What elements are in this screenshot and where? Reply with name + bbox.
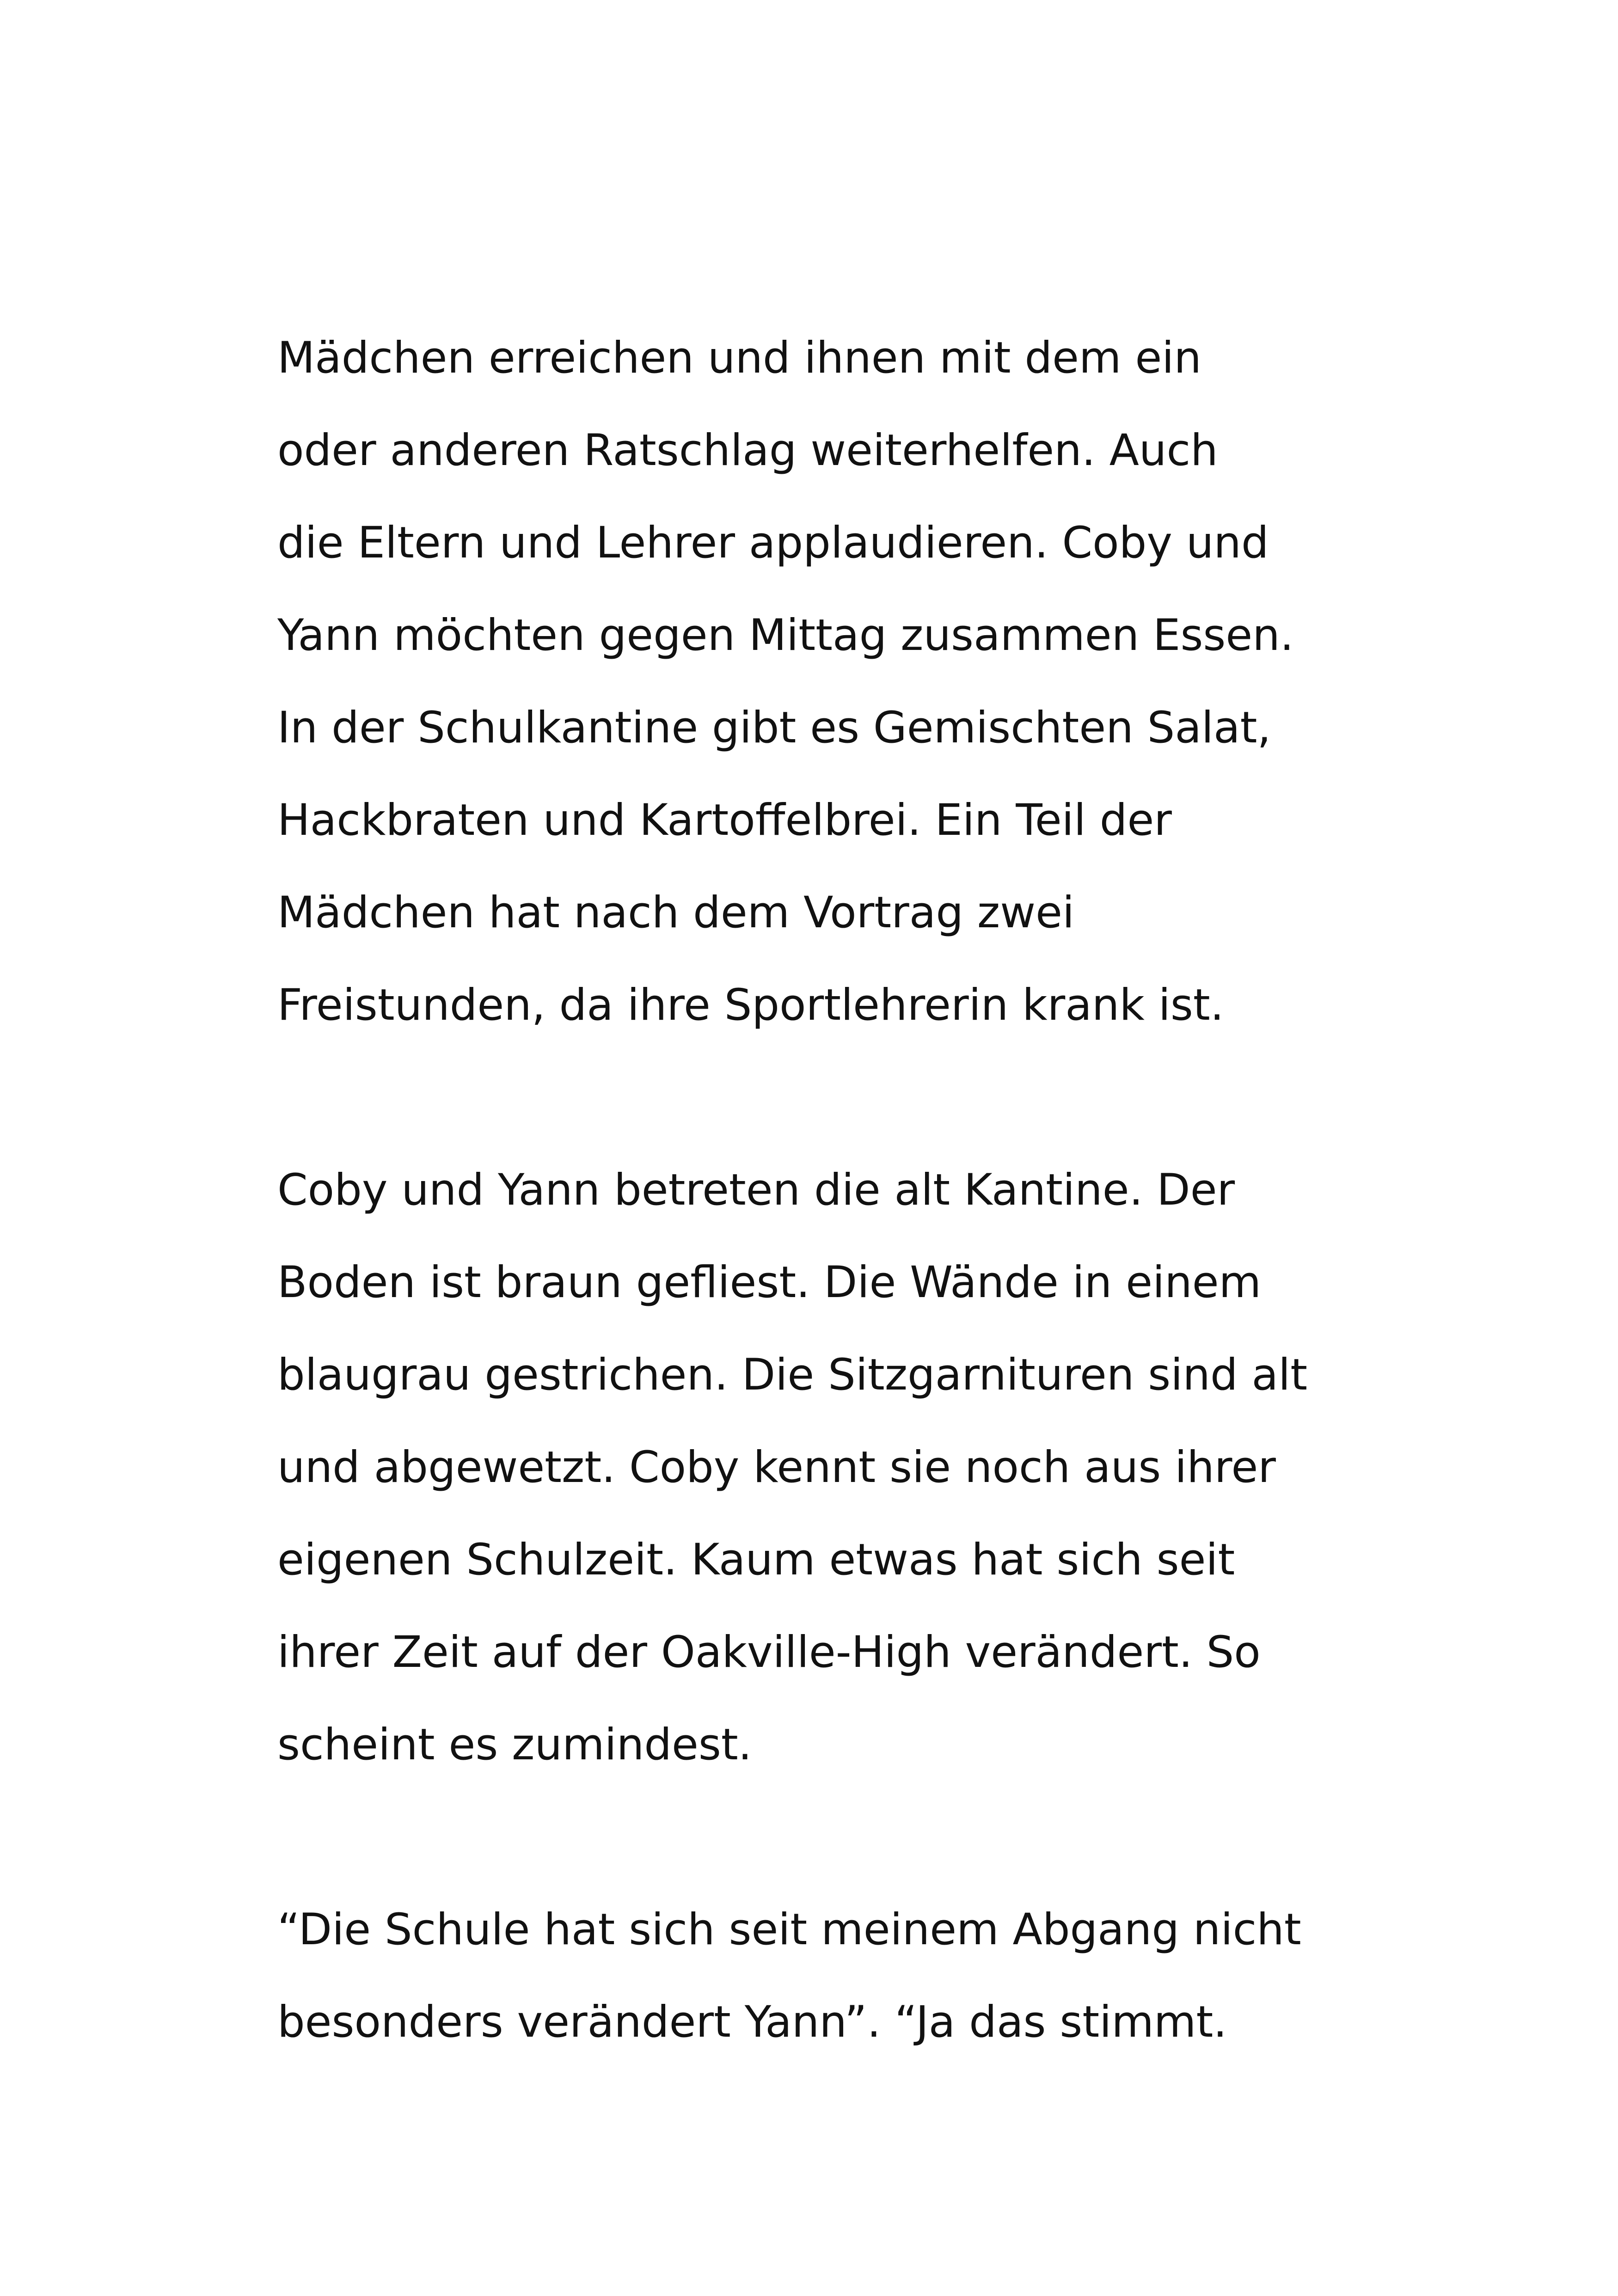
paragraph-3: [277, 1884, 1405, 2069]
text-line: die Eltern und Lehrer applaudieren. Coby und: [277, 518, 1269, 568]
text-line: “Die Schule hat sich seit meinem Abgang nicht: [277, 1904, 1301, 1955]
text-line: Mädchen hat nach dem Vortrag zwei: [277, 888, 1075, 938]
text-line: scheint es zumindest.: [277, 1720, 752, 1770]
text-line: Mädchen erreichen und ihnen mit dem ein: [277, 333, 1201, 383]
text-line: Freistunden, da ihre Sportlehrerin krank ist.: [277, 980, 1224, 1030]
text-line: In der Schulkantine gibt es Gemischten Salat,: [277, 703, 1271, 753]
text-line: besonders verändert Yann”. “Ja das stimmt.: [277, 1997, 1227, 2047]
text-line: Hackbraten und Kartoffelbrei. Ein Teil der: [277, 795, 1172, 845]
paragraph-2: [277, 1144, 1405, 1791]
text-line: oder anderen Ratschlag weiterhelfen. Auch: [277, 425, 1218, 476]
paragraph-1: [277, 312, 1405, 1052]
text-line: blaugrau gestrichen. Die Sitzgarnituren sind alt: [277, 1350, 1308, 1400]
body-text: [277, 312, 1405, 2069]
text-line: Boden ist braun gefliest. Die Wände in einem: [277, 1257, 1262, 1308]
text-line: ihrer Zeit auf der Oakville-High verändert. So: [277, 1627, 1261, 1678]
text-line: und abgewetzt. Coby kennt sie noch aus ihrer: [277, 1442, 1276, 1493]
text-line: Yann möchten gegen Mittag zusammen Essen.: [277, 610, 1294, 661]
text-line: eigenen Schulzeit. Kaum etwas hat sich seit: [277, 1535, 1235, 1585]
text-line: Coby und Yann betreten die alt Kantine. Der: [277, 1165, 1235, 1215]
